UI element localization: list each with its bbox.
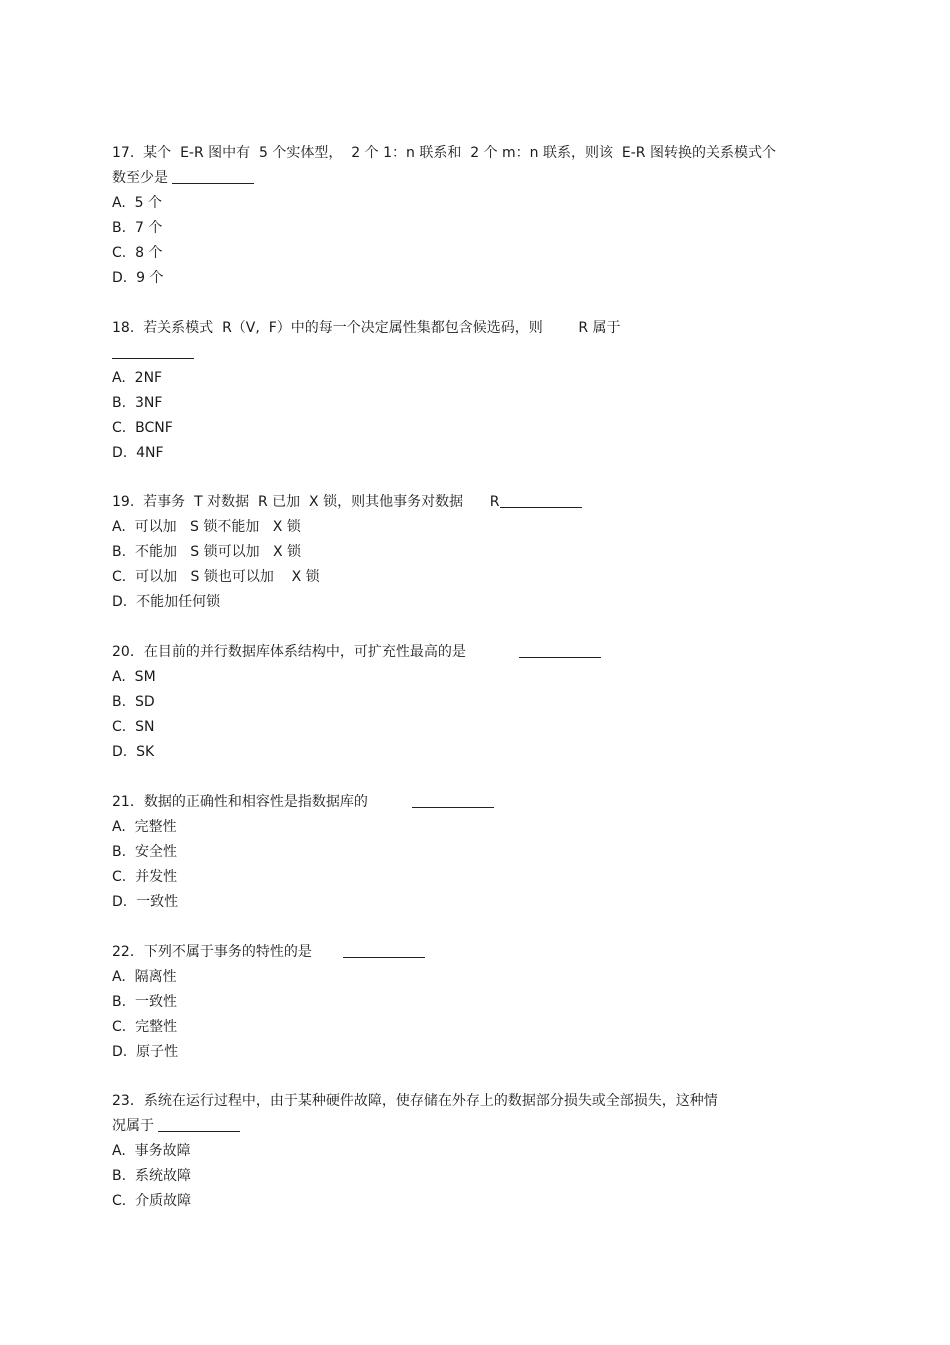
question-22-text: [112, 940, 832, 965]
question-17-line1: 17. 某个 E-R 图中有 5 个实体型， 2 个 1：n 联系和 2 个 m：n 联系，则该 E-R 图转换的关系模式个: [112, 145, 776, 161]
answer-blank: [112, 342, 194, 359]
question-20: [112, 640, 832, 765]
question-17-line2-row: [112, 166, 832, 191]
option-a: A. 完整性: [112, 819, 177, 835]
question-23-line2: 况属于: [112, 1118, 159, 1134]
option-c: C. 可以加 S 锁也可以加 X 锁: [112, 569, 320, 585]
question-23-line2-row: [112, 1114, 832, 1139]
option-c: C. 并发性: [112, 869, 178, 885]
option-b: B. SD: [112, 694, 155, 710]
option-b: B. 系统故障: [112, 1168, 191, 1184]
option-b: B. 安全性: [112, 844, 177, 860]
option-c: C. 完整性: [112, 1019, 178, 1035]
option-b: B. 7 个: [112, 220, 163, 236]
option-d: D. SK: [112, 744, 155, 760]
option-d: D. 不能加任何锁: [112, 594, 221, 610]
answer-blank: [500, 491, 582, 508]
question-17-line2: 数至少是: [112, 170, 173, 186]
option-d: D. 一致性: [112, 894, 179, 910]
answer-blank: [158, 1115, 240, 1132]
option-b: B. 一致性: [112, 994, 177, 1010]
answer-blank: [343, 941, 425, 958]
option-c: C. BCNF: [112, 420, 173, 436]
option-b: B. 不能加 S 锁可以加 X 锁: [112, 544, 302, 560]
question-23: [112, 1089, 832, 1214]
question-19-line1: 19. 若事务 T 对数据 R 已加 X 锁，则其他事务对数据 R: [112, 494, 500, 510]
option-d: D. 原子性: [112, 1044, 179, 1060]
answer-blank: [172, 167, 254, 184]
question-18-line2-row: [112, 341, 832, 366]
question-21: [112, 790, 832, 915]
question-23-text: [112, 1089, 832, 1114]
question-19-text: [112, 490, 832, 515]
option-a: A. SM: [112, 669, 156, 685]
option-c: C. SN: [112, 719, 155, 735]
option-c: C. 介质故障: [112, 1193, 192, 1209]
answer-blank: [412, 791, 494, 808]
option-a: A. 5 个: [112, 195, 163, 211]
question-22: [112, 940, 832, 1065]
question-20-text: [112, 640, 832, 665]
option-d: D. 9 个: [112, 270, 164, 286]
option-a: A. 2NF: [112, 370, 163, 386]
question-18-text: [112, 316, 832, 341]
question-18-line1: 18. 若关系模式 R（V, F）中的每一个决定属性集都包含候选码，则 R 属于: [112, 320, 621, 336]
question-19: [112, 490, 832, 615]
question-21-line1: 21．数据的正确性和相容性是指数据库的: [112, 794, 413, 810]
question-17-text: [112, 141, 832, 166]
question-23-line1: 23．系统在运行过程中，由于某种硬件故障，使存储在外存上的数据部分损失或全部损失，这种情: [112, 1093, 718, 1109]
question-18: [112, 316, 832, 466]
option-a: A. 可以加 S 锁不能加 X 锁: [112, 519, 301, 535]
option-c: C. 8 个: [112, 245, 163, 261]
question-17: [112, 141, 832, 291]
option-a: A. 隔离性: [112, 969, 177, 985]
option-d: D. 4NF: [112, 445, 164, 461]
question-21-text: [112, 790, 832, 815]
question-20-line1: 20．在目前的并行数据库体系结构中，可扩充性最高的是: [112, 644, 520, 660]
option-a: A. 事务故障: [112, 1143, 191, 1159]
question-22-line1: 22．下列不属于事务的特性的是: [112, 944, 343, 960]
option-b: B. 3NF: [112, 395, 163, 411]
answer-blank: [519, 641, 601, 658]
